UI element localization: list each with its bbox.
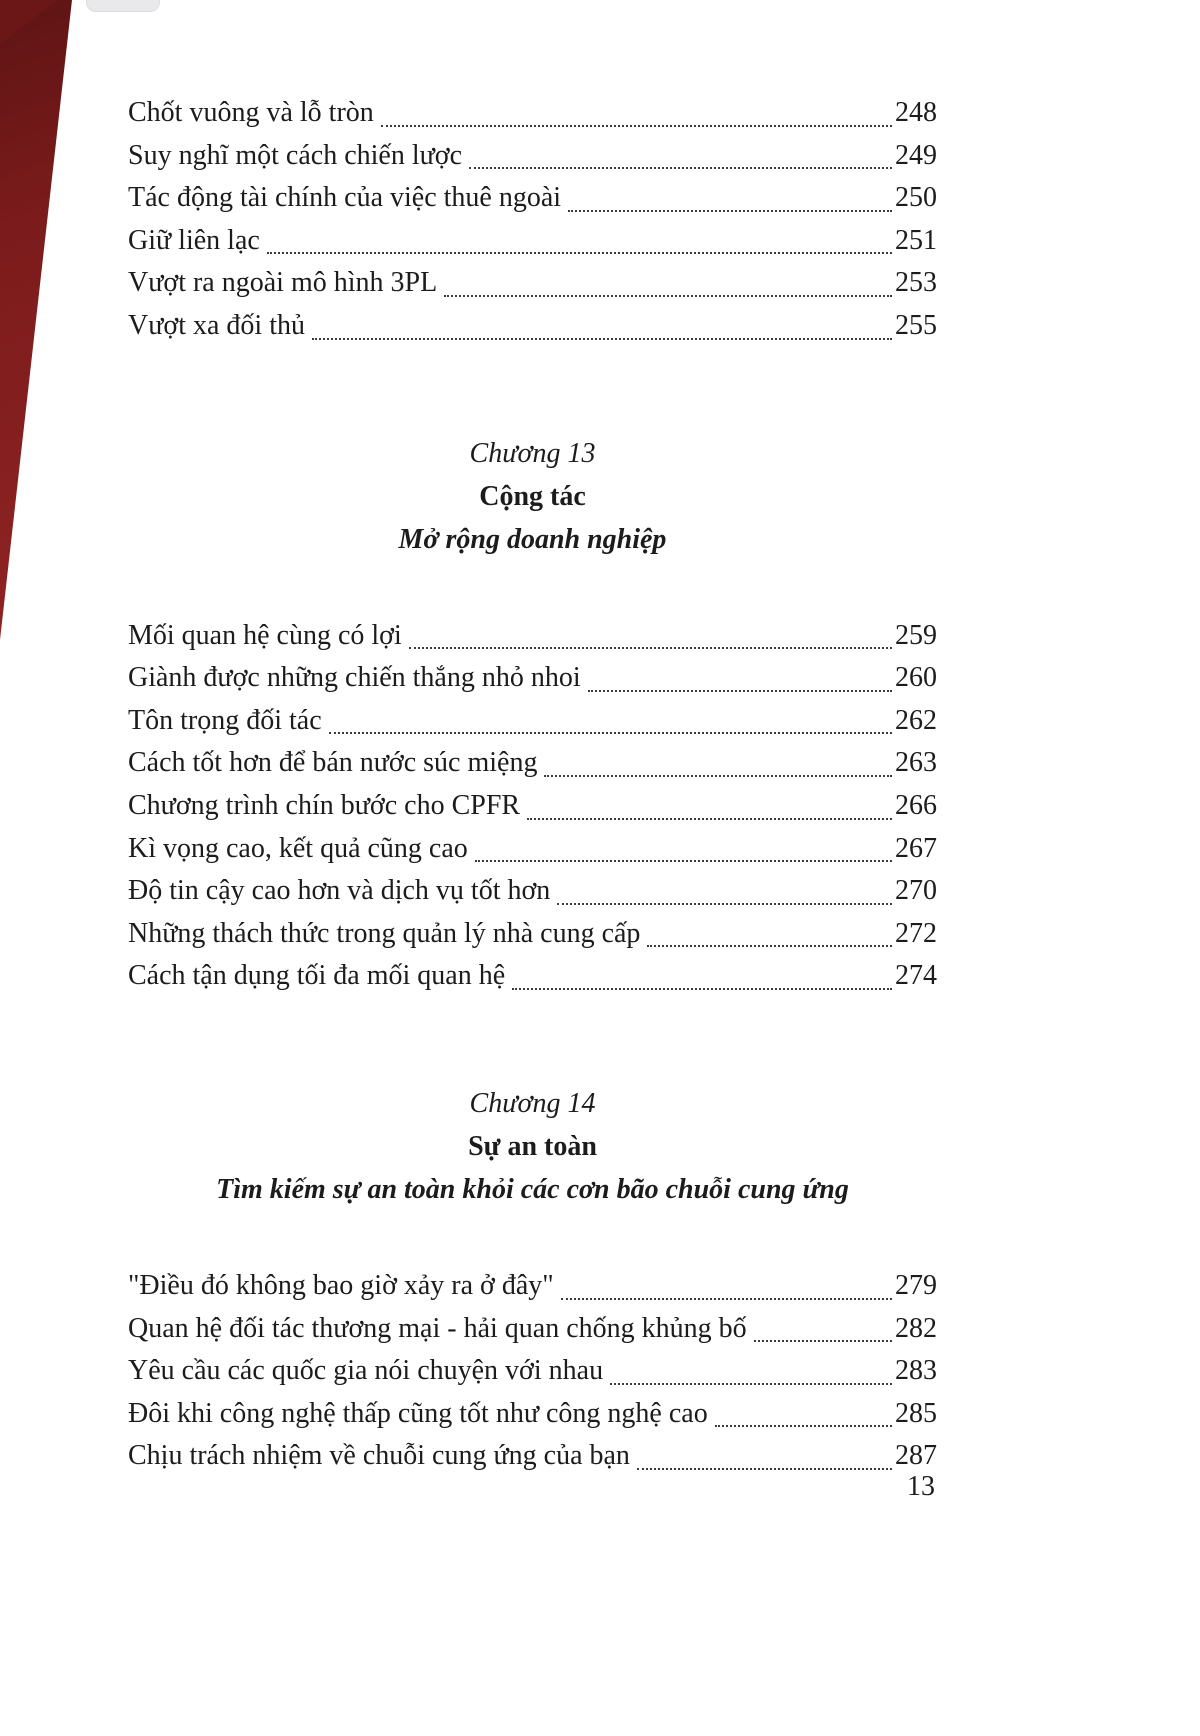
toc-entry: [128, 955, 937, 998]
toc-section: [128, 92, 937, 348]
toc-entry-page: 255: [895, 309, 937, 341]
toc-entry-page: 253: [895, 267, 937, 299]
toc-entry: [128, 135, 937, 178]
toc-entry-title: Chương trình chín bước cho CPFR: [128, 789, 521, 821]
toc-section: [128, 1265, 937, 1478]
toc-entry-title: Cách tận dụng tối đa mối quan hệ: [128, 960, 506, 992]
toc-entry-page: 259: [895, 619, 937, 651]
toc-entry: [128, 700, 937, 743]
dot-leader: [444, 262, 892, 297]
toc-entry-page: 270: [895, 875, 937, 907]
toc-entry: [128, 657, 937, 700]
chapter-title: Sự an toàn: [468, 1130, 597, 1162]
toc-entry-page: 285: [895, 1397, 937, 1429]
toc-entry-title: Đôi khi công nghệ thấp cũng tốt như công nghệ cao: [128, 1397, 708, 1429]
toc-entry-page: 266: [895, 789, 937, 821]
toc-entry-title: Chịu trách nhiệm về chuỗi cung ứng của bạn: [128, 1440, 630, 1472]
toc-entry-title: Vượt xa đối thủ: [128, 309, 305, 341]
toc-entry: [128, 828, 937, 871]
toc-entry: [128, 1308, 937, 1351]
toc-entry-page: 250: [895, 182, 937, 214]
toc-entry-title: Những thách thức trong quản lý nhà cung cấp: [128, 917, 641, 949]
toc-entry-title: Tác động tài chính của việc thuê ngoài: [128, 182, 562, 214]
toc-entry: [128, 615, 937, 658]
chapter-heading: [128, 1082, 937, 1211]
toc-entry-page: 251: [895, 224, 937, 256]
toc-entry: [128, 177, 937, 220]
dot-leader: [469, 135, 892, 170]
toc-entry-title: Suy nghĩ một cách chiến lược: [128, 139, 463, 171]
table-of-contents: [128, 92, 937, 1478]
toc-entry-title: Giành được những chiến thắng nhỏ nhoi: [128, 662, 581, 694]
dot-leader: [561, 1265, 892, 1300]
toc-entry-title: Tôn trọng đối tác: [128, 704, 322, 736]
toc-entry-page: 279: [895, 1269, 937, 1301]
dot-leader: [544, 742, 892, 777]
dot-leader: [754, 1308, 892, 1343]
chapter-heading: [128, 432, 937, 561]
dot-leader: [568, 177, 892, 212]
dot-leader: [557, 870, 892, 905]
book-cover-corner: [0, 0, 72, 640]
toc-entry: [128, 1350, 937, 1393]
chapter-subtitle: Tìm kiếm sự an toàn khỏi các cơn bão chuỗi cung ứng: [216, 1173, 849, 1205]
toc-entry: [128, 913, 937, 956]
dot-leader: [647, 913, 892, 948]
chapter-label: Chương 13: [469, 437, 596, 469]
dot-leader: [381, 92, 892, 127]
dot-leader: [637, 1435, 892, 1470]
toc-entry-page: 248: [895, 97, 937, 128]
toc-entry-page: 283: [895, 1355, 937, 1387]
toc-entry-title: Cách tốt hơn để bán nước súc miệng: [128, 747, 538, 779]
page-tab: [86, 0, 160, 12]
dot-leader: [329, 700, 892, 735]
dot-leader: [610, 1350, 892, 1385]
toc-entry-title: Giữ liên lạc: [128, 224, 260, 256]
dot-leader: [512, 955, 892, 990]
dot-leader: [267, 220, 892, 255]
toc-entry: [128, 1435, 937, 1478]
page-number: 13: [907, 1471, 935, 1502]
toc-entry-title: Kì vọng cao, kết quả cũng cao: [128, 832, 468, 864]
toc-entry: [128, 785, 937, 828]
toc-section: [128, 615, 937, 998]
toc-entry-title: Độ tin cậy cao hơn và dịch vụ tốt hơn: [128, 875, 551, 907]
toc-entry-page: 282: [895, 1312, 937, 1344]
dot-leader: [475, 828, 892, 863]
dot-leader: [312, 305, 892, 340]
toc-entry: [128, 220, 937, 263]
toc-entry-title: "Điều đó không bao giờ xảy ra ở đây": [128, 1269, 554, 1301]
toc-entry: [128, 305, 937, 348]
toc-entry-page: 260: [895, 662, 937, 694]
toc-entry: [128, 742, 937, 785]
dot-leader: [588, 657, 892, 692]
toc-entry-page: 287: [895, 1440, 937, 1472]
toc-entry: [128, 1393, 937, 1436]
toc-entry-page: 267: [895, 832, 937, 864]
toc-entry-title: Chốt vuông và lỗ tròn: [128, 97, 374, 128]
toc-entry-title: Vượt ra ngoài mô hình 3PL: [128, 267, 438, 299]
toc-entry: [128, 870, 937, 913]
toc-entry: [128, 92, 937, 135]
dot-leader: [527, 785, 892, 820]
toc-entry: [128, 262, 937, 305]
toc-entry-page: 262: [895, 704, 937, 736]
toc-entry: [128, 1265, 937, 1308]
dot-leader: [409, 615, 892, 650]
toc-entry-page: 274: [895, 960, 937, 992]
toc-entry-page: 272: [895, 917, 937, 949]
dot-leader: [715, 1393, 892, 1428]
toc-entry-title: Quan hệ đối tác thương mại - hải quan chống khủng bố: [128, 1312, 747, 1344]
chapter-subtitle: Mở rộng doanh nghiệp: [398, 523, 667, 555]
chapter-label: Chương 14: [469, 1087, 596, 1119]
chapter-title: Cộng tác: [479, 480, 586, 512]
toc-entry-title: Yêu cầu các quốc gia nói chuyện với nhau: [128, 1355, 604, 1387]
toc-entry-page: 249: [895, 139, 937, 171]
toc-entry-page: 263: [895, 747, 937, 779]
toc-entry-title: Mối quan hệ cùng có lợi: [128, 619, 402, 651]
